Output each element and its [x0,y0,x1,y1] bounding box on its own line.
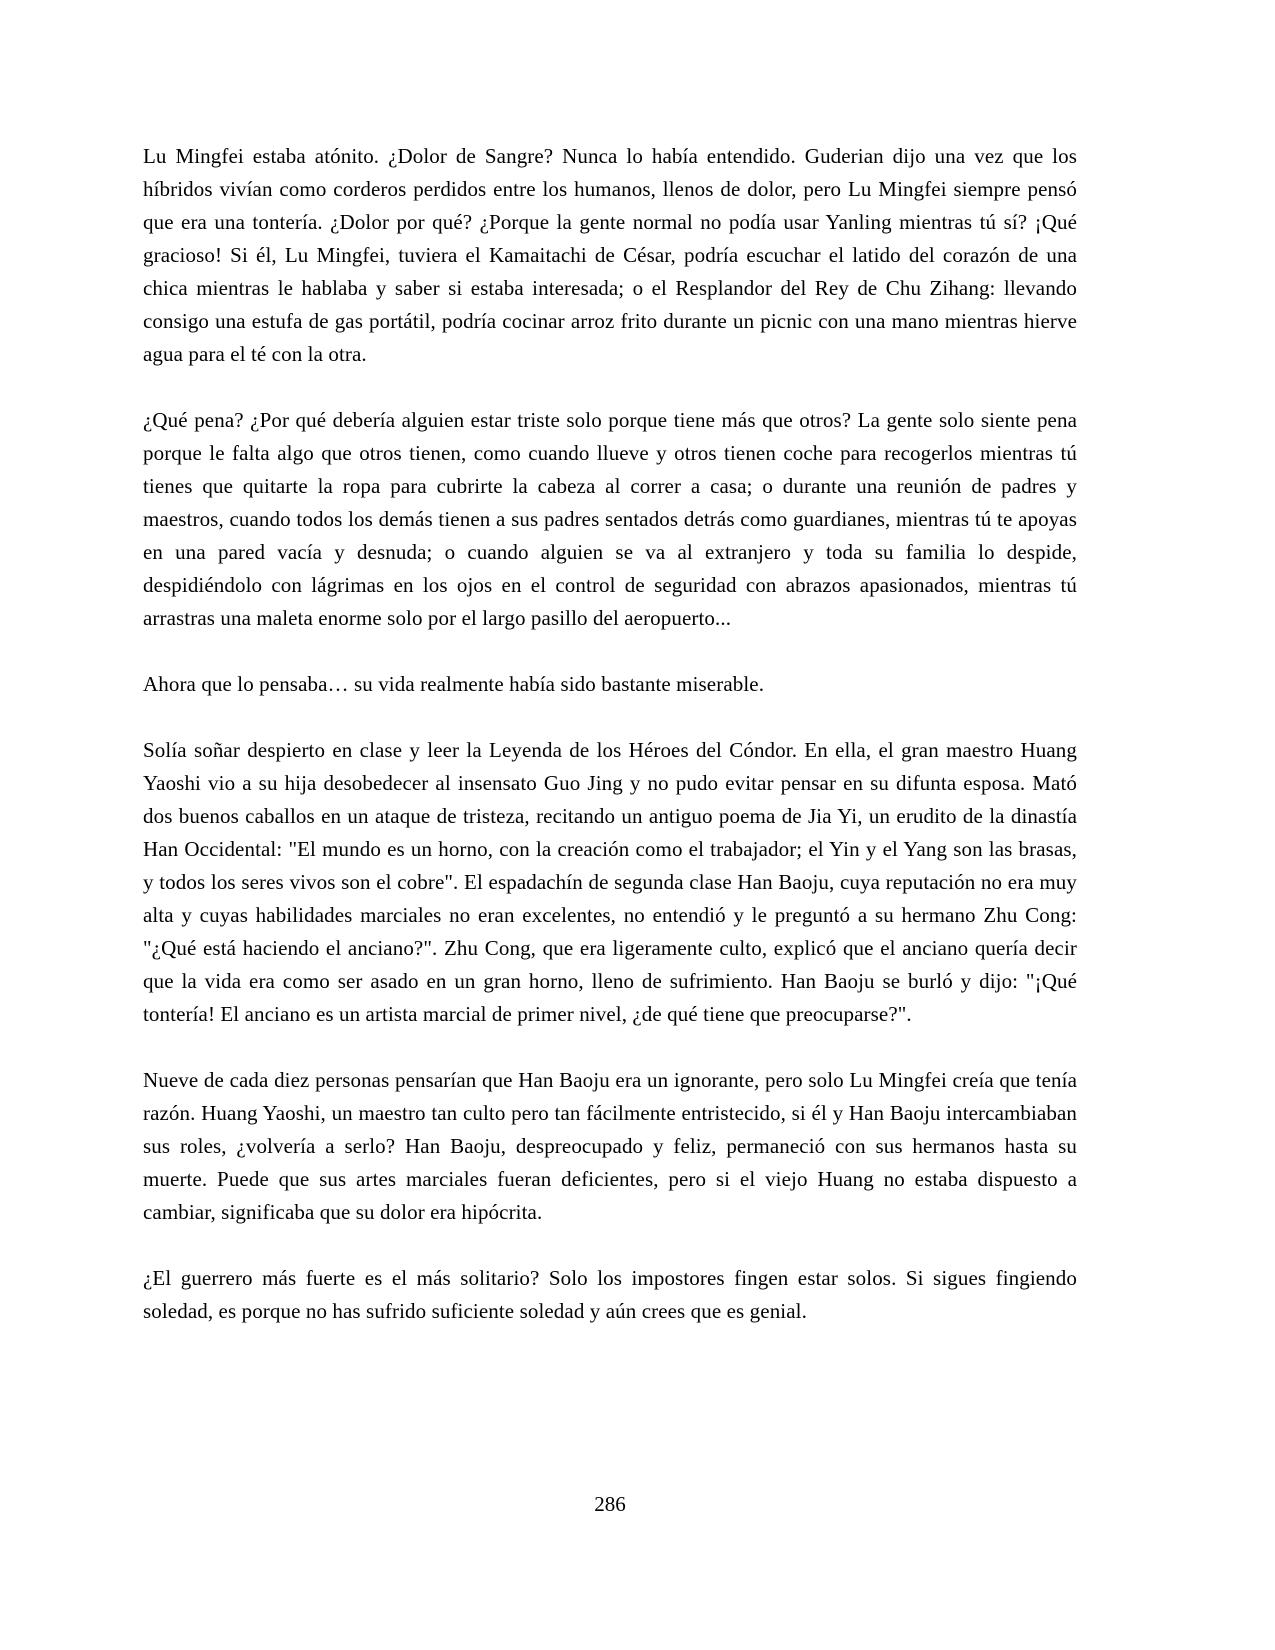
paragraph: ¿El guerrero más fuerte es el más solitario? Solo los impostores fingen estar solos. Si sigues fingiendo soledad, es porque no has sufrido suficiente soledad y aún crees que es genial. [143,1266,1077,1323]
paragraph: Nueve de cada diez personas pensarían que Han Baoju era un ignorante, pero solo Lu Mingfei creía que tenía razón. Huang Yaoshi, un maestro tan culto pero tan fácilmente entristecido, si él y Han Baoju intercambiaban sus roles, ¿volvería a serlo? Han Baoju, despreocupado y feliz, permaneció con sus hermanos hasta su muerte. Puede que sus artes marciales fueran deficientes, pero si el viejo Huang no estaba dispuesto a cambiar, significaba que su dolor era hipócrita. [143,1068,1077,1224]
body-text [143,140,1077,1361]
paragraph: Ahora que lo pensaba… su vida realmente había sido bastante miserable. [143,672,765,696]
page-number: 286 [594,1492,626,1516]
paragraph: Lu Mingfei estaba atónito. ¿Dolor de Sangre? Nunca lo había entendido. Guderian dijo una vez que los híbridos vivían como corderos perdidos entre los humanos, llenos de dolor, pero Lu Mingfei siempre pensó que era una tontería. ¿Dolor por qué? ¿Porque la gente normal no podía usar Yanling mientras tú sí? ¡Qué gracioso! Si él, Lu Mingfei, tuviera el Kamaitachi de César, podría escuchar el latido del corazón de una chica mientras le hablaba y saber si estaba interesada; o el Resplandor del Rey de Chu Zihang: llevando consigo una estufa de gas portátil, podría cocinar arroz frito durante un picnic con una mano mientras hierve agua para el té con la otra. [143,144,1077,366]
paragraph: Solía soñar despierto en clase y leer la Leyenda de los Héroes del Cóndor. En ella, el gran maestro Huang Yaoshi vio a su hija desobedecer al insensato Guo Jing y no pudo evitar pensar en su difunta esposa. Mató dos buenos caballos en un ataque de tristeza, recitando un antiguo poema de Jia Yi, un erudito de la dinastía Han Occidental: "El mundo es un horno, con la creación como el trabajador; el Yin y el Yang son las brasas, y todos los seres vivos son el cobre". El espadachín de segunda clase Han Baoju, cuya reputación no era muy alta y cuyas habilidades marciales no eran excelentes, no entendió y le preguntó a su hermano Zhu Cong: "¿Qué está haciendo el anciano?". Zhu Cong, que era ligeramente culto, explicó que el anciano quería decir que la vida era como ser asado en un gran horno, lleno de sufrimiento. Han Baoju se burló y dijo: "¡Qué tontería! El anciano es un artista marcial de primer nivel, ¿de qué tiene que preocuparse?". [143,738,1077,1026]
paragraph: ¿Qué pena? ¿Por qué debería alguien estar triste solo porque tiene más que otros? La gente solo siente pena porque le falta algo que otros tienen, como cuando llueve y otros tienen coche para recogerlos mientras tú tienes que quitarte la ropa para cubrirte la cabeza al correr a casa; o durante una reunión de padres y maestros, cuando todos los demás tienen a sus padres sentados detrás como guardianes, mientras tú te apoyas en una pared vacía y desnuda; o cuando alguien se va al extranjero y toda su familia lo despide, despidiéndolo con lágrimas en los ojos en el control de seguridad con abrazos apasionados, mientras tú arrastras una maleta enorme solo por el largo pasillo del aeropuerto... [143,408,1077,630]
